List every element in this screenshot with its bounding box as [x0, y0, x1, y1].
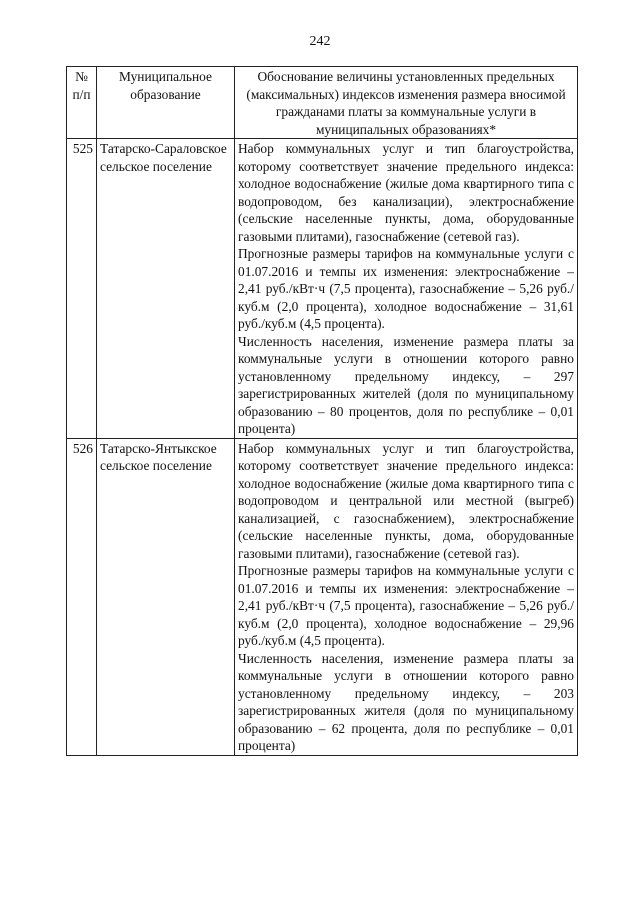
table-row [67, 139, 578, 439]
municipality-name: Татарско-Янтыкское сельское поселение [97, 438, 235, 755]
municipal-index-table [66, 66, 578, 756]
justification-cell [235, 139, 578, 439]
row-number: 526 [67, 438, 97, 755]
header-num: № п/п [67, 67, 97, 139]
table-row [67, 438, 578, 755]
municipality-name: Татарско-Сараловское сельское поселение [97, 139, 235, 439]
page-number: 242 [309, 34, 331, 49]
table-header-row [67, 67, 578, 139]
justification-cell [235, 438, 578, 755]
population-paragraph: Численность населения, изменение размера платы за коммунальные услуги в отношении которого равно установленному предельному индексу, – 203 зарегистрированных жителя (доля по муниципальному образованию – 62 процента, доля по республике – 0,01 процента) [238, 650, 574, 753]
services-paragraph: Набор коммунальных услуг и тип благоустройства, которому соответствует значение предельного индекса: холодное водоснабжение (жилые дома квартирного типа с водопроводом, без канализации), электроснабжение (сельские населенные пункты, дома, оборудованные газовыми плитами), газоснабжение (сетевой газ). [238, 141, 574, 244]
tariffs-paragraph: Прогнозные размеры тарифов на коммунальные услуги с 01.07.2016 и темпы их изменения: электроснабжение – 2,41 руб./кВт·ч (7,5 процента), газоснабжение – 5,26 руб./куб.м (2,0 процента), холодное водоснабжение – 31,61 руб./куб.м (4,5 процента). [238, 246, 574, 331]
row-number: 525 [67, 139, 97, 439]
services-paragraph: Набор коммунальных услуг и тип благоустройства, которому соответствует значение предельного индекса: холодное водоснабжение (жилые дома квартирного типа с водопроводом и центральной или местной (выгреб) канализацией, с газоснабжением), электроснабжение (сельские населенные пункты, дома, оборудованные газовыми плитами), газоснабжение (сетевой газ). [238, 440, 574, 561]
header-municipality: Муниципальное образование [97, 67, 235, 139]
population-paragraph: Численность населения, изменение размера платы за коммунальные услуги в отношении которого равно установленному предельному индексу, – 297 зарегистрированных жителей (доля по муниципальному образованию – 80 процентов, доля по республике – 0,01 процента) [238, 333, 574, 436]
tariffs-paragraph: Прогнозные размеры тарифов на коммунальные услуги с 01.07.2016 и темпы их изменения: электроснабжение – 2,41 руб./кВт·ч (7,5 процента), газоснабжение – 5,26 руб./куб.м (2,0 процента), холодное водоснабжение – 29,96 руб./куб.м (4,5 процента). [238, 563, 574, 648]
header-justification: Обоснование величины установленных предельных (максимальных) индексов изменения размера вносимой гражданами платы за коммунальные услуги в муниципальных образованиях* [235, 67, 578, 139]
